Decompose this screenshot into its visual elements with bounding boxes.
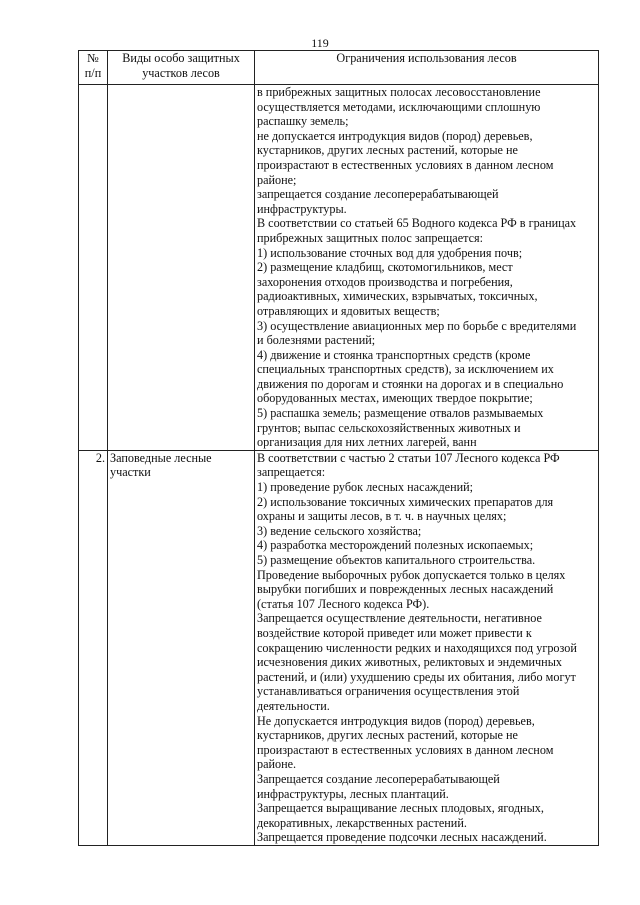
restriction-line: 3) ведение сельского хозяйства; xyxy=(257,523,422,538)
header-number-line1: № xyxy=(87,51,99,65)
table-row xyxy=(79,450,599,845)
header-restrictions xyxy=(255,51,599,85)
header-type-line2: участков лесов xyxy=(142,65,220,80)
restriction-line: осуществляется методами, исключающими сплошную xyxy=(257,99,541,114)
restriction-line: организация для них летних лагерей, ванн xyxy=(257,435,477,450)
restriction-line: специальных транспортных средств), за исключением их xyxy=(257,362,554,377)
header-type-line1: Виды особо защитных xyxy=(122,51,240,65)
restriction-line: захоронения отходов производства и погребения, xyxy=(257,274,513,289)
restriction-line: Не допускается интродукция видов (пород) деревьев, xyxy=(257,713,535,728)
restriction-line: 2) использование токсичных химических препаратов для xyxy=(257,494,554,509)
restriction-line: Запрещается осуществление деятельности, негативное xyxy=(257,611,542,626)
restriction-line: радиоактивных, химических, взрывчатых, токсичных, xyxy=(257,289,538,304)
restriction-line: вырубки погибших и поврежденных лесных насаждений xyxy=(257,582,554,597)
restriction-line: 1) использование сточных вод для удобрения почв; xyxy=(257,245,523,260)
header-number xyxy=(79,51,108,85)
table-row xyxy=(79,85,599,451)
row-area-type xyxy=(108,85,255,451)
restriction-line: в прибрежных защитных полосах лесовосстановление xyxy=(257,85,541,99)
page-number: 119 xyxy=(311,36,329,50)
restriction-line: Запрещается создание лесоперерабатывающей xyxy=(257,771,500,786)
restriction-line: сокращению численности редких и находящихся под угрозой xyxy=(257,640,577,655)
restriction-line: Проведение выборочных рубок допускается только в целях xyxy=(257,567,566,582)
restriction-line: районе. xyxy=(257,757,297,772)
restriction-line: инфраструктуры. xyxy=(257,201,347,216)
restriction-line: 2) размещение кладбищ, скотомогильников, мест xyxy=(257,260,513,275)
restriction-line: растений, и (или) ухудшению среды их обитания, либо могут xyxy=(257,669,576,684)
restriction-line: 5) распашка земель; размещение отвалов размываемых xyxy=(257,406,544,421)
restriction-line: декоративных, лекарственных растений. xyxy=(257,815,467,830)
restriction-line: 3) осуществление авиационных мер по борьбе с вредителями xyxy=(257,318,577,333)
restriction-line: деятельности. xyxy=(257,698,330,713)
row-area-type: Заповедные лесные участки xyxy=(108,450,255,845)
row-restrictions xyxy=(255,450,599,845)
restriction-line: грунтов; выпас сельскохозяйственных животных и xyxy=(257,420,521,435)
restriction-line: воздействие которой приведет или может привести к xyxy=(257,625,532,640)
header-number-line2: п/п xyxy=(84,65,102,80)
restriction-line: инфраструктуры, лесных плантаций. xyxy=(257,786,449,801)
restriction-line: и болезнями растений; xyxy=(257,333,376,348)
restriction-line: отравляющих и ядовитых веществ; xyxy=(257,303,440,318)
restriction-line: В соответствии со статьей 65 Водного кодекса РФ в границах xyxy=(257,216,577,231)
restriction-line: устанавливаться ограничения осуществления этой xyxy=(257,684,520,699)
restriction-line: не допускается интродукция видов (пород) деревьев, xyxy=(257,128,533,143)
row-number xyxy=(79,85,108,451)
restriction-line: (статья 107 Лесного кодекса РФ). xyxy=(257,596,430,611)
restriction-line: распашку земель; xyxy=(257,114,349,129)
table-header-row xyxy=(79,51,599,85)
restriction-line: запрещается создание лесоперерабатывающей xyxy=(257,187,499,202)
restrictions-table xyxy=(78,50,599,846)
restriction-line: исчезновения диких животных, реликтовых и эндемичных xyxy=(257,655,562,670)
restriction-line: произрастают в естественных условиях в данном лесном xyxy=(257,742,554,757)
restriction-line: движения по дорогам и стоянки на дорогах и в специально xyxy=(257,376,564,391)
restriction-line: 5) размещение объектов капитального строительства. xyxy=(257,553,536,567)
restriction-line: кустарников, других лесных растений, которые не xyxy=(257,143,518,158)
restriction-line: 1) проведение рубок лесных насаждений; xyxy=(257,480,474,495)
row-restrictions xyxy=(255,85,599,451)
restriction-line: Запрещается выращивание лесных плодовых, ягодных, xyxy=(257,801,544,816)
restriction-line: кустарников, других лесных растений, которые не xyxy=(257,728,518,743)
restriction-line: оборудованных местах, имеющих твердое покрытие; xyxy=(257,391,533,406)
restriction-line: произрастают в естественных условиях в данном лесном xyxy=(257,157,554,172)
restriction-line: районе; xyxy=(257,172,297,187)
restriction-line: охраны и защиты лесов, в т. ч. в научных целях; xyxy=(257,509,507,524)
header-type xyxy=(108,51,255,85)
restriction-line: запрещается: xyxy=(257,465,326,480)
header-restrictions-label: Ограничения использования лесов xyxy=(336,51,517,65)
restriction-line: Запрещается проведение подсочки лесных насаждений. xyxy=(257,830,547,845)
row-number: 2. xyxy=(79,450,108,845)
restriction-line: прибрежных защитных полос запрещается: xyxy=(257,230,483,245)
restriction-line: 4) движение и стоянка транспортных средств (кроме xyxy=(257,347,531,362)
restriction-line: 4) разработка месторождений полезных ископаемых; xyxy=(257,538,534,553)
restriction-line: В соответствии с частью 2 статьи 107 Лесного кодекса РФ xyxy=(257,450,560,465)
